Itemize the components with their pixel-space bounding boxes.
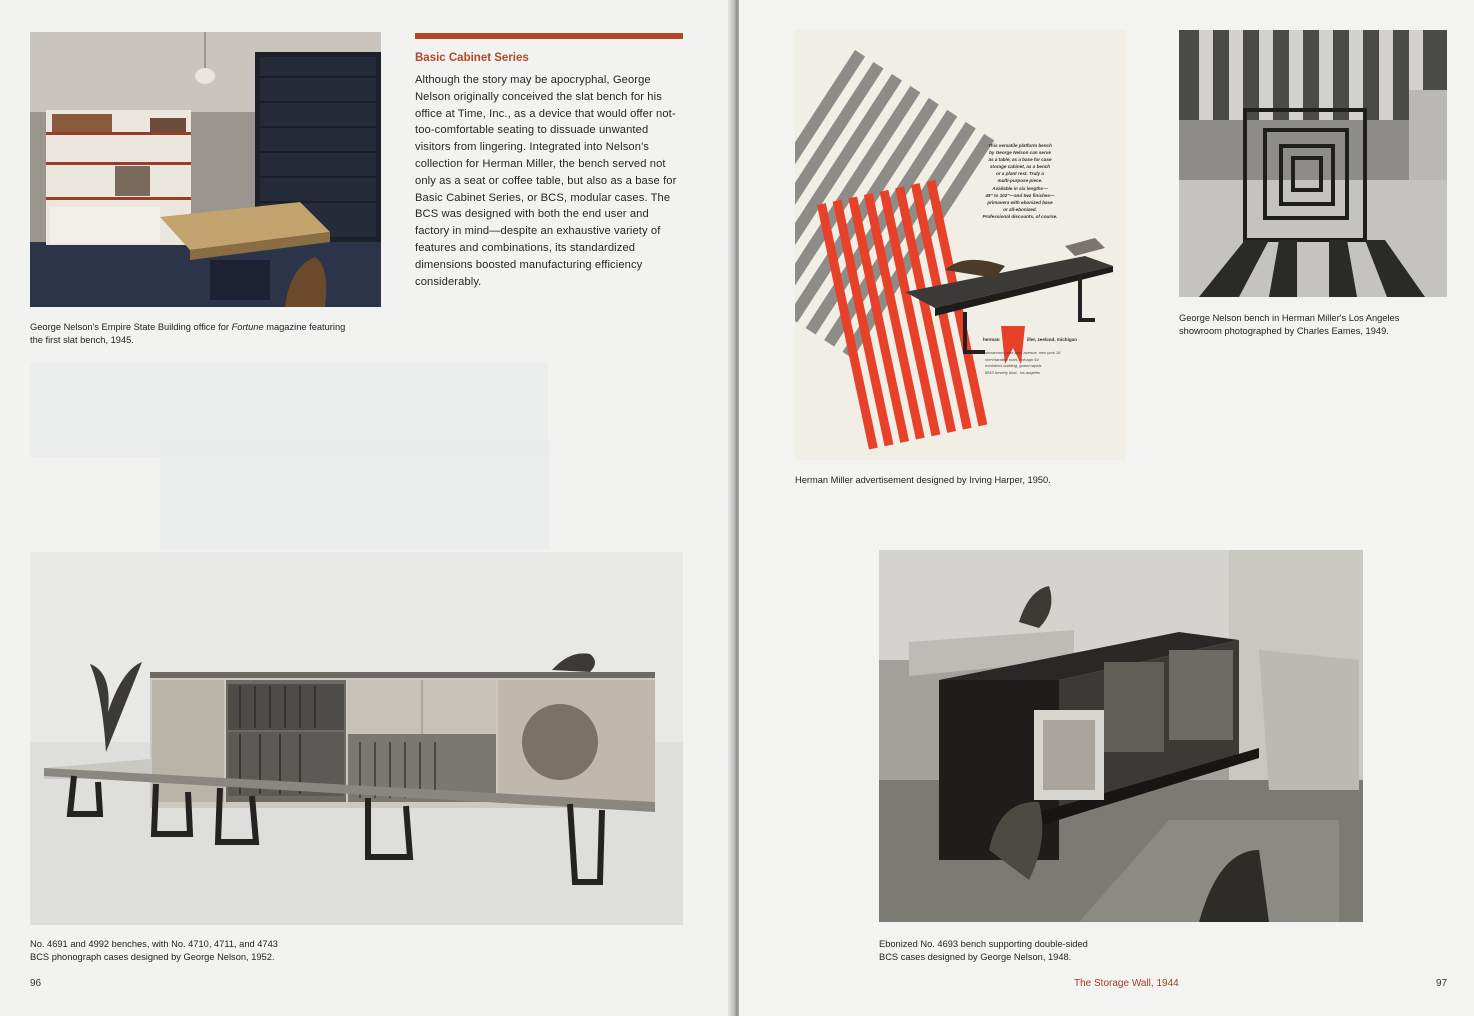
left-page-number: 96 xyxy=(30,978,42,989)
ad-brand-left: herman xyxy=(983,337,1000,342)
bcs-cases-caption: No. 4691 and 4992 benches, with No. 4710, 4711, and 4743 BCS phonograph cases designed by George Nelson, 1952. xyxy=(30,939,278,962)
herman-miller-ad xyxy=(795,30,1126,460)
ad-addresses: showrooms-one park avenue, new york 16 merchandise mart, chicago 54 exhibitors building, grand rapids 8810 beverly blvd., los angeles xyxy=(985,350,1061,375)
section-rule xyxy=(415,33,683,39)
right-page-number: 97 xyxy=(1436,978,1448,989)
ebonized-bench-illustration xyxy=(879,550,1363,922)
bcs-cases-photo xyxy=(30,552,683,925)
ad-slat-graphic xyxy=(795,30,1126,460)
ebonized-bench-photo xyxy=(879,550,1363,922)
showroom-caption: George Nelson bench in Herman Miller's Los Angeles showroom photographed by Charles Eames, 1949. xyxy=(1179,313,1400,336)
section-body: Although the story may be apocryphal, George Nelson originally conceived the slat bench for his office at Time, Inc., as a device that would offer not-too-comfortable seating to dissuade unwanted visitors from lingering. Integrated into Nelson's collection for Herman Miller, the bench served not only as a seat or coffee table, but also as a base for Basic Cabinet Series, or BCS, modular cases. The BCS was designed with both the end user and factory in mind—despite an exhaustive variety of features and combinations, its standardized dimensions boosted manufacturing efficiency considerably. xyxy=(415,74,677,288)
office-photo-illustration xyxy=(30,32,381,307)
section-heading: Basic Cabinet Series xyxy=(415,52,529,64)
ad-copy-text: This versatile platform bench by George Nelson can serve as a table, as a base for case storage cabinet, as a bench or a plant rest. Truly a multi-purpose piece. Available in six lengths— 48" to 102"—and two finishes— primavera with ebonized base or all-ebonized. Professional discounts, of course. xyxy=(982,143,1058,219)
ebonized-bench-caption: Ebonized No. 4693 bench supporting double-sided BCS cases designed by George Nelson, 1948. xyxy=(879,939,1088,962)
office-photo xyxy=(30,32,381,307)
office-photo-caption: George Nelson's Empire State Building office for Fortune magazine featuring the first slat bench, 1945. xyxy=(30,322,346,345)
bcs-cases-illustration xyxy=(30,552,683,925)
show-through-block xyxy=(160,440,550,550)
ad-caption: Herman Miller advertisement designed by Irving Harper, 1950. xyxy=(795,475,1051,485)
right-page xyxy=(739,0,1474,1016)
ad-brand-right: iller, zeeland, michigan xyxy=(1027,337,1078,342)
showroom-photo xyxy=(1179,30,1447,297)
running-head: The Storage Wall, 1944 xyxy=(1074,978,1179,989)
left-page xyxy=(0,0,735,1016)
showroom-illustration xyxy=(1179,30,1447,297)
